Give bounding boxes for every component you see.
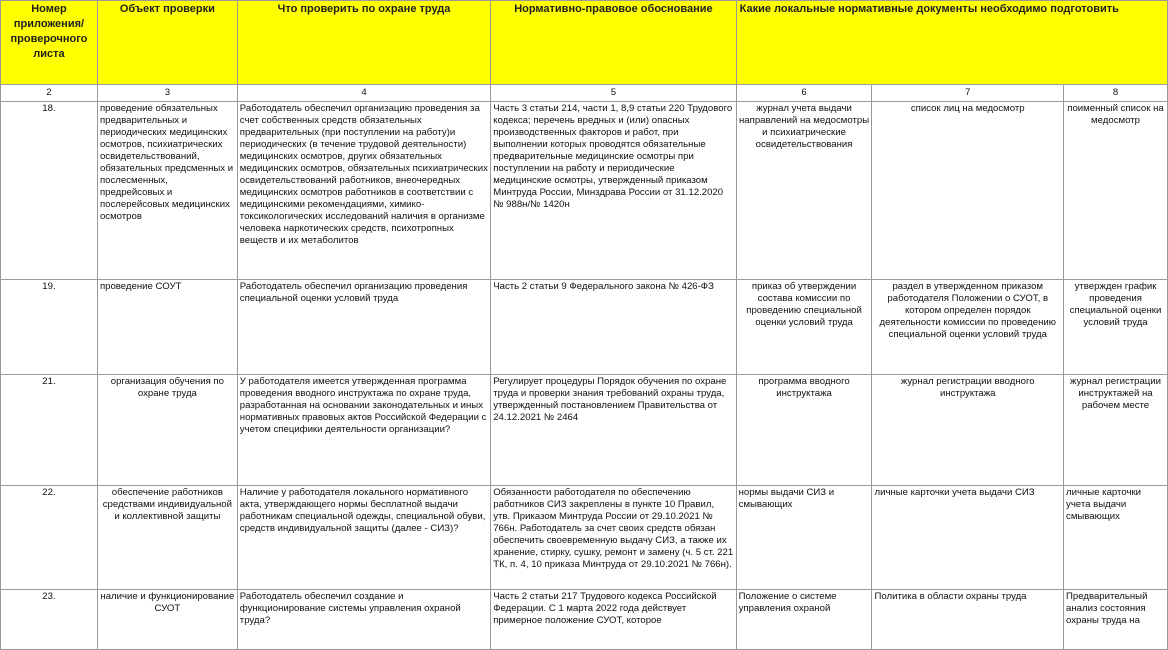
header-legal-basis: Нормативно-правовое обоснование — [491, 1, 736, 85]
column-number: 5 — [491, 85, 736, 102]
row-doc-6: Положение о системе управления охраной — [736, 590, 872, 650]
row-object: проведение СОУТ — [97, 280, 237, 375]
row-number: 19. — [1, 280, 98, 375]
row-number: 23. — [1, 590, 98, 650]
row-check: У работодателя имеется утвержденная программа проведения вводного инструктажа по охране труда, разработанная на основании законодательных и иных нормативных правовых актов Российской Федерации с учетом специфики деятельности организации? — [237, 375, 490, 486]
column-number: 3 — [97, 85, 237, 102]
row-doc-7: Политика в области охраны труда — [872, 590, 1064, 650]
row-check: Работодатель обеспечил организацию проведения специальной оценки условий труда — [237, 280, 490, 375]
table-row — [1, 280, 1168, 375]
row-doc-6: приказ об утверждении состава комиссии по проведению специальной оценки условий труда — [736, 280, 872, 375]
row-doc-6: журнал учета выдачи направлений на медосмотры и психиатрические освидетельствования — [736, 102, 872, 280]
row-doc-8: поименный список на медосмотр — [1064, 102, 1168, 280]
row-object: обеспечение работников средствами индивидуальной и коллективной защиты — [97, 486, 237, 590]
row-check: Наличие у работодателя локального нормативного акта, утверждающего нормы бесплатной выдачи работникам специальной одежды, специальной обуви, средств индивидуальной защиты (далее - СИЗ)? — [237, 486, 490, 590]
row-number: 21. — [1, 375, 98, 486]
row-doc-8: Предварительный анализ состояния охраны труда на — [1064, 590, 1168, 650]
row-doc-7: личные карточки учета выдачи СИЗ — [872, 486, 1064, 590]
row-object: проведение обязательных предварительных и периодических медицинских осмотров, психиатрических освидетельствований, обязательных предсменных и послесменных, предрейсовых и послерейсовых медицинских осмотров — [97, 102, 237, 280]
row-object: наличие и функционирование СУОТ — [97, 590, 237, 650]
header-local-documents: Какие локальные нормативные документы необходимо подготовить — [736, 1, 1167, 85]
row-basis: Часть 3 статьи 214, части 1, 8,9 статьи 220 Трудового кодекса; перечень вредных и (или) опасных производственных факторов и работ, при выполнении которых проводятся обязательные предварительные медицинские осмотры при поступлении на работу и периодические медицинские осмотры, утвержденный приказом Минтруда России, Минздрава России от 31.12.2020 № 988н/№ 1420н — [491, 102, 736, 280]
row-basis: Обязанности работодателя по обеспечению работников СИЗ закреплены в пункте 10 Правил, утв. Приказом Минтруда России от 29.10.2021 № 766н. Работодатель за счет своих средств обязан обеспечить своевременную выдачу СИЗ, а также их хранение, стирку, сушку, ремонт и замену (ч. 5 ст. 221 ТК, п. 4, 10 приказа Минтруда от 29.10.2021 № 766н). — [491, 486, 736, 590]
header-number: Номер приложения/ проверочного листа — [1, 1, 98, 85]
row-basis: Регулирует процедуры Порядок обучения по охране труда и проверки знания требований охраны труда, утвержденный постановлением Правительства от 24.12.2021 № 2464 — [491, 375, 736, 486]
header-row — [1, 1, 1168, 85]
row-basis: Часть 2 статьи 9 Федерального закона № 426-ФЗ — [491, 280, 736, 375]
row-number: 18. — [1, 102, 98, 280]
table-row — [1, 375, 1168, 486]
table-row — [1, 590, 1168, 650]
table-row — [1, 102, 1168, 280]
table-row — [1, 486, 1168, 590]
row-number: 22. — [1, 486, 98, 590]
row-basis: Часть 2 статьи 217 Трудового кодекса Российской Федерации. С 1 марта 2022 года действует примерное положение СУОТ, которое — [491, 590, 736, 650]
column-number-row — [1, 85, 1168, 102]
column-number: 4 — [237, 85, 490, 102]
header-what-to-check: Что проверить по охране труда — [237, 1, 490, 85]
row-doc-7: раздел в утвержденном приказом работодателя Положении о СУОТ, в котором определен порядок деятельности комиссии по проведению специальной оценки условий труда — [872, 280, 1064, 375]
row-doc-8: утвержден график проведения специальной оценки условий труда — [1064, 280, 1168, 375]
row-check: Работодатель обеспечил организацию проведения за счет собственных средств обязательных предварительных (при поступлении на работу)и периодических (в течение трудовой деятельности) медицинских осмотров, других обязательных медицинских осмотров, обязательных психиатрических освидетельствований работников, внеочередных медицинских осмотров работников в соответствии с медицинскими рекомендациями, химико-токсикологических исследований наличия в организме человека наркотических средств, психотропных веществ и их метаболитов — [237, 102, 490, 280]
row-doc-8: журнал регистрации инструктажей на рабочем месте — [1064, 375, 1168, 486]
column-number: 2 — [1, 85, 98, 102]
row-check: Работодатель обеспечил создание и функционирование системы управления охраной труда? — [237, 590, 490, 650]
row-doc-6: нормы выдачи СИЗ и смывающих — [736, 486, 872, 590]
column-number: 8 — [1064, 85, 1168, 102]
row-object: организация обучения по охране труда — [97, 375, 237, 486]
row-doc-8: личные карточки учета выдачи смывающих — [1064, 486, 1168, 590]
header-object: Объект проверки — [97, 1, 237, 85]
row-doc-7: журнал регистрации вводного инструктажа — [872, 375, 1064, 486]
row-doc-6: программа вводного инструктажа — [736, 375, 872, 486]
column-number: 7 — [872, 85, 1064, 102]
row-doc-7: список лиц на медосмотр — [872, 102, 1064, 280]
column-number: 6 — [736, 85, 872, 102]
